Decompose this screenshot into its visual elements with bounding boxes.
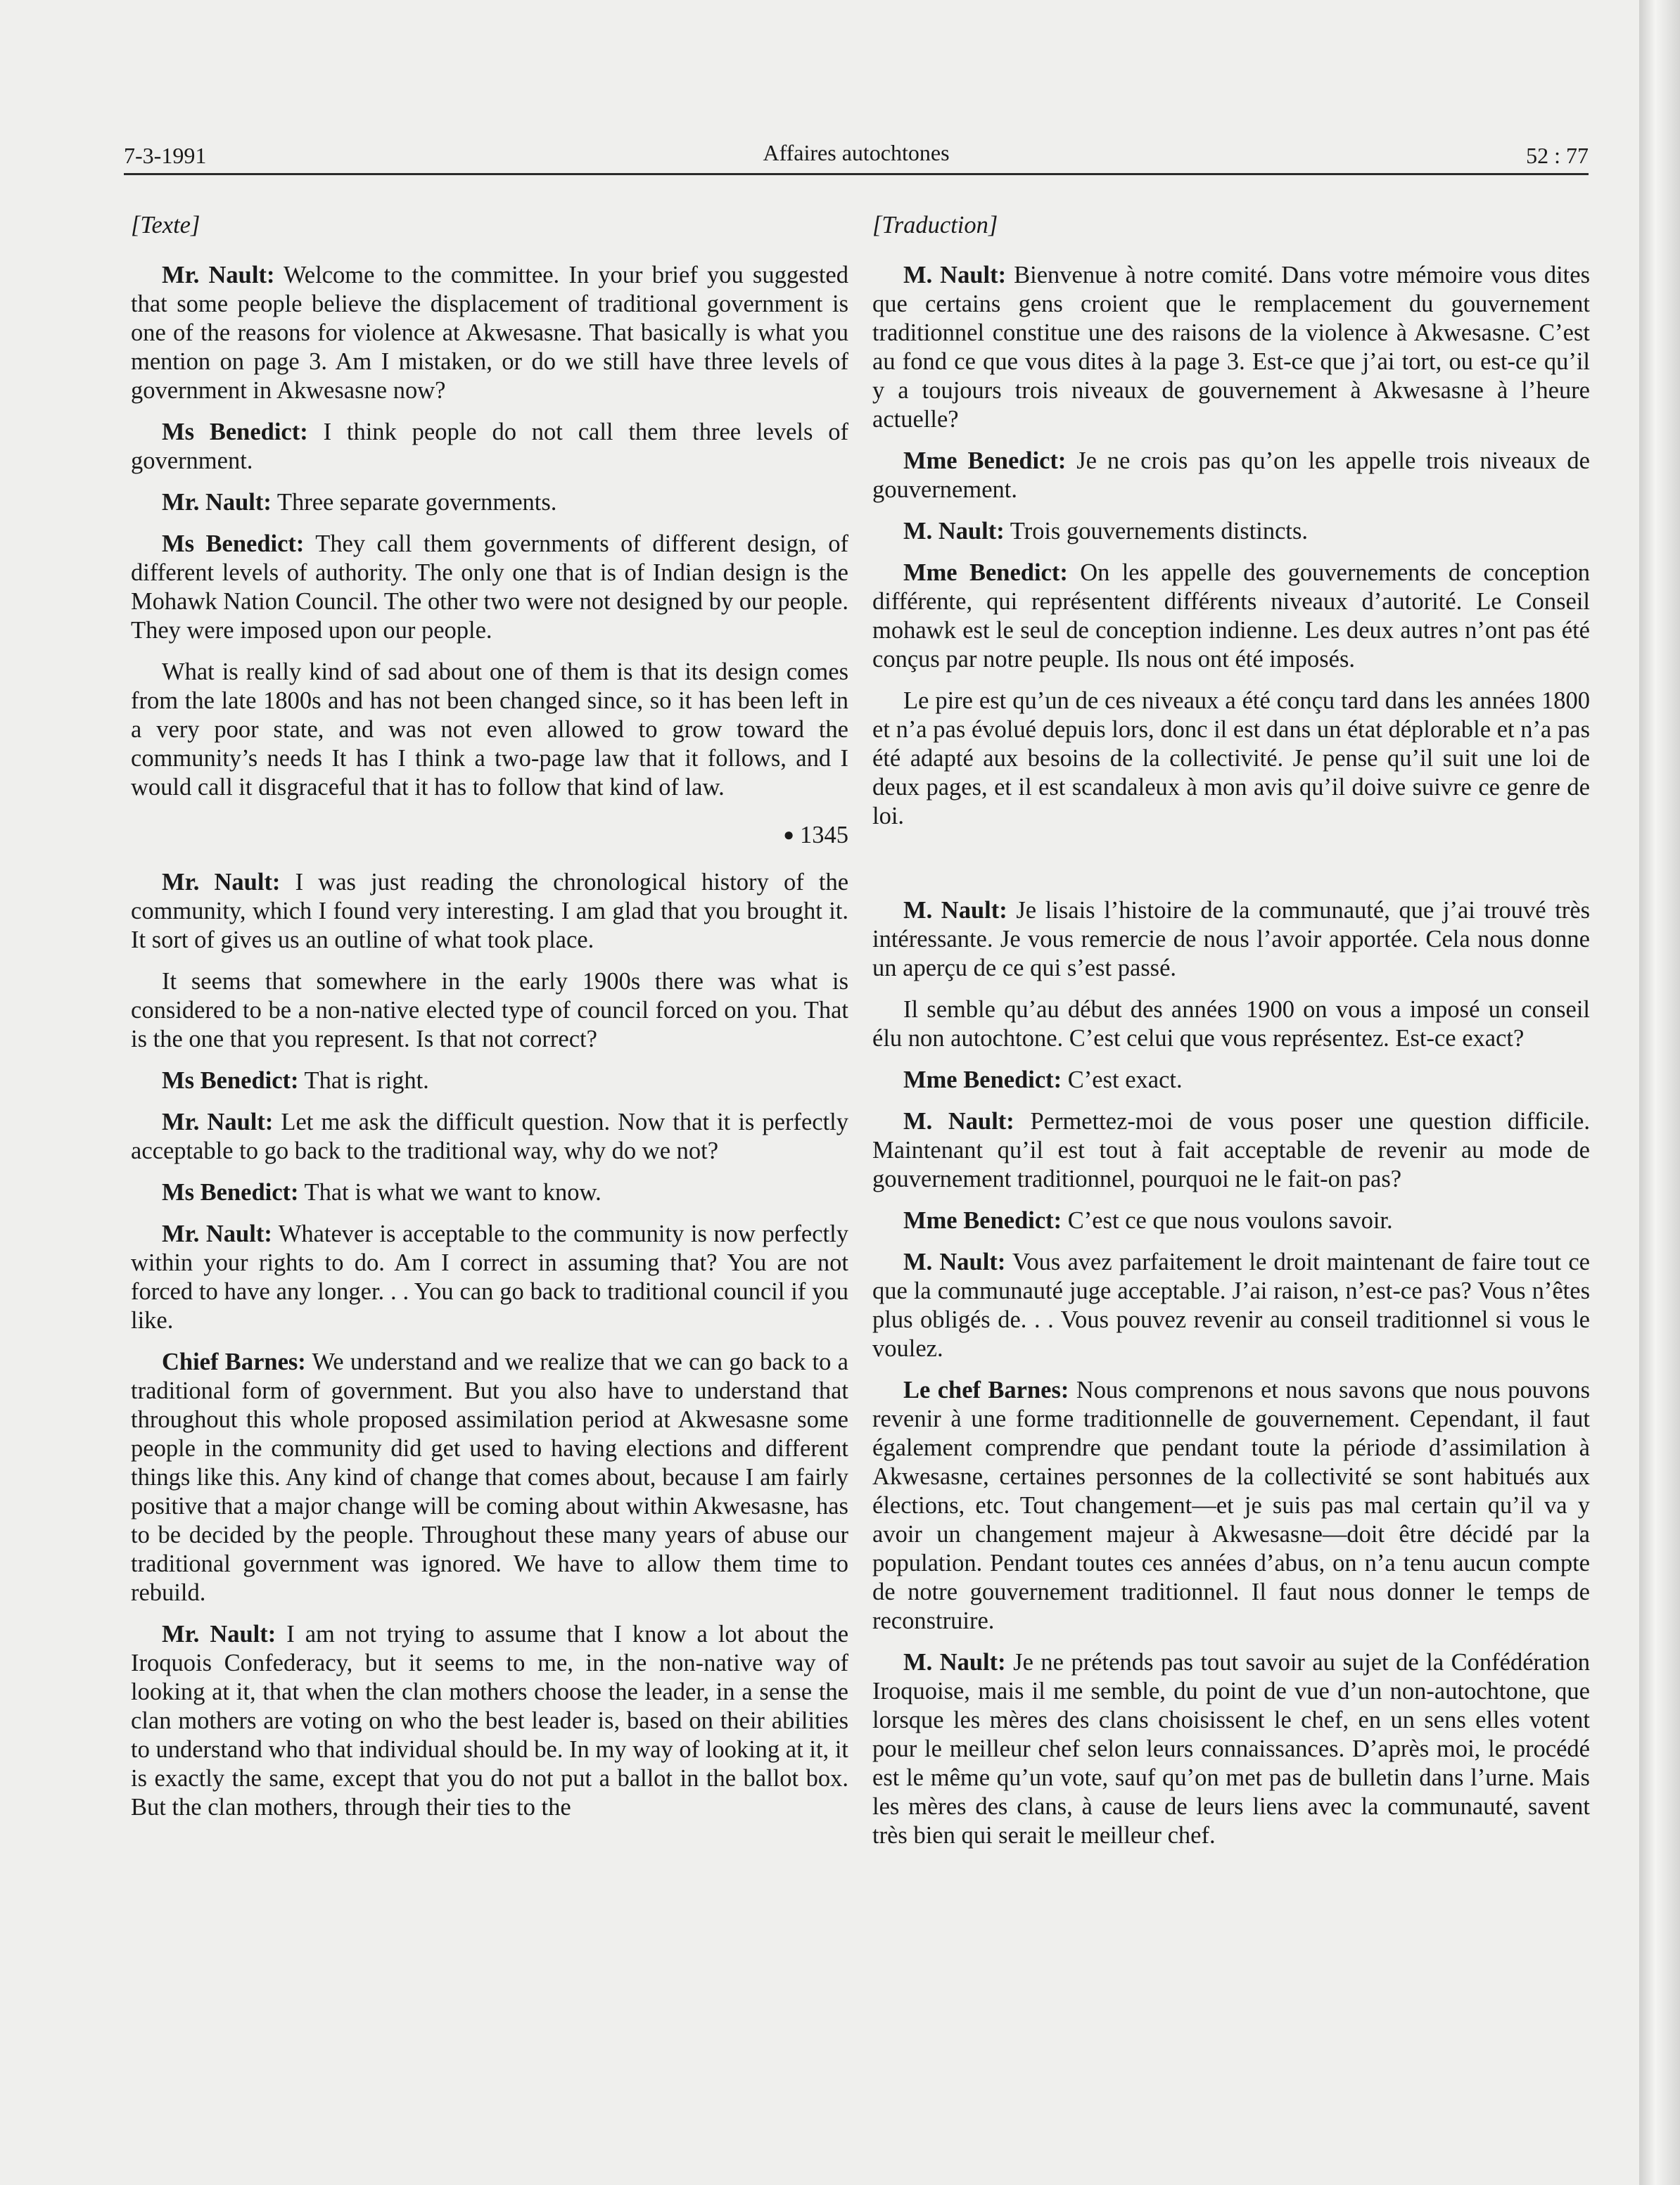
transcript-paragraph: [872, 1248, 1590, 1363]
paragraph-text: Three separate governments.: [276, 489, 557, 516]
paragraph-text: C’est ce que nous voulons savoir.: [1067, 1207, 1393, 1234]
paragraph-text: I think people do not call them three levels of government.: [131, 419, 848, 474]
transcript-paragraph: [131, 530, 848, 645]
speaker-name: Le chef Barnes:: [903, 1377, 1069, 1403]
speaker-name: Mme Benedict:: [903, 559, 1068, 586]
transcript-paragraph: [131, 1348, 848, 1607]
paragraph-text: Je ne crois pas qu’on les appelle trois niveaux de gouvernement.: [872, 447, 1590, 503]
transcript-paragraph: [872, 687, 1590, 831]
paragraph-group: [872, 896, 1590, 1850]
transcript-paragraph: [131, 967, 848, 1054]
paragraph-text: Vous avez parfaitement le droit maintenant de faire tout ce que la communauté juge acceptable. J’ai raison, n’est-ce pas? Vous n’êtes plus obligés de. . . Vous pouvez revenir au conseil traditionnel si vous le voulez.: [872, 1249, 1590, 1362]
speaker-name: Mme Benedict:: [903, 447, 1067, 474]
transcript-paragraph: [872, 1206, 1590, 1235]
paragraph-text: Welcome to the committee. In your brief you suggested that some people believe the displacement of traditional government is one of the reasons for violence at Akwesasne. That basically is what you mention on page 3. Am I mistaken, or do we still have three levels of government in Akwesasne now?: [131, 262, 848, 404]
transcript-paragraph: [872, 559, 1590, 674]
transcript-paragraph: [872, 896, 1590, 983]
transcript-paragraph: [131, 261, 848, 405]
paragraph-text: Bienvenue à notre comité. Dans votre mémoire vous dites que certains gens croient que le remplacement du gouvernement traditionnel constitue une des raisons de la violence à Akwesasne. C’est au fond ce que vous dites à la page 3. Est-ce que j’ai tort, ou est-ce qu’il y a toujours trois niveaux de gouvernement à Akwesasne à l’heure actuelle?: [872, 262, 1590, 433]
transcript-paragraph: [131, 418, 848, 476]
french-column: [872, 211, 1590, 1863]
transcript-paragraph: [131, 1220, 848, 1335]
speaker-name: Mme Benedict:: [903, 1207, 1062, 1234]
transcript-paragraph: [131, 868, 848, 955]
speaker-name: Ms Benedict:: [162, 419, 308, 445]
paragraph-text: I was just reading the chronological history of the community, which I found very interesting. I am glad that you brought it. It sort of gives us an outline of what took place.: [131, 869, 849, 953]
transcript-paragraph: [872, 1107, 1590, 1194]
paragraph-text: Whatever is acceptable to the community is now perfectly within your rights to do. Am I correct in assuming that? You are not forced to have any longer. . . You can go back to traditional council if you like.: [131, 1221, 848, 1334]
speaker-name: M. Nault:: [903, 1108, 1014, 1135]
paragraph-text: Permettez-moi de vous poser une question difficile. Maintenant qu’il est tout à fait acceptable de revenir au mode de gouvernement traditionnel, pourquoi ne le fait-on pas?: [872, 1108, 1590, 1192]
paragraph-text: That is what we want to know.: [304, 1179, 602, 1206]
header-date: 7-3-1991: [124, 143, 207, 168]
speaker-name: Mr. Nault:: [162, 489, 272, 516]
paragraph-text: I am not trying to assume that I know a lot about the Iroquois Confederacy, but it seems to me, in the non-native way of looking at it, that when the clan mothers choose the leader, in a sense the clan mothers are voting on who the best leader is, based on their abilities to understand who that individual should be. In my way of looking at it, it is exactly the same, except that you do not put a ballot in the ballot box. But the clan mothers, through their ties to the: [131, 1621, 849, 1821]
paragraph-text: What is really kind of sad about one of them is that its design comes from the late 1800s and has not been changed since, so it has been left in a very poor state, and was not even allowed to grow toward the community’s needs It has I think a two-page law that it follows, and I would call it disgraceful that it has to follow that kind of law.: [131, 658, 848, 801]
transcript-paragraph: [872, 1648, 1590, 1850]
running-header: [124, 134, 1589, 175]
page-edge: [1639, 0, 1680, 2185]
speaker-name: M. Nault:: [903, 1249, 1006, 1275]
transcript-paragraph: [131, 1620, 848, 1822]
transcript-paragraph: [872, 517, 1590, 546]
paragraph-text: Je lisais l’histoire de la communauté, que j’ai trouvé très intéressante. Je vous remercie de nous l’avoir apportée. Cela nous donne un aperçu de ce qui s’est passé.: [872, 897, 1591, 981]
speaker-name: M. Nault:: [903, 518, 1005, 544]
speaker-name: Mr. Nault:: [162, 1221, 272, 1247]
bullet-icon: ●: [783, 824, 794, 845]
paragraph-text: Trois gouvernements distincts.: [1010, 518, 1309, 544]
speaker-name: Mr. Nault:: [162, 869, 281, 896]
paragraph-group: [872, 261, 1590, 831]
paragraph-text: Il semble qu’au début des années 1900 on vous a imposé un conseil élu non autochtone. C’est celui que vous représentez. Est-ce exact?: [872, 996, 1590, 1052]
speaker-name: Mr. Nault:: [162, 262, 275, 288]
column-label: [Texte]: [131, 212, 201, 238]
transcript-paragraph: [131, 658, 848, 802]
transcript-paragraph: [131, 1066, 848, 1095]
speaker-name: M. Nault:: [903, 1649, 1006, 1676]
speaker-name: Ms Benedict:: [162, 1067, 299, 1094]
paragraph-group: [131, 868, 848, 1822]
transcript-paragraph: [872, 447, 1590, 504]
speaker-name: Mr. Nault:: [162, 1109, 274, 1135]
speaker-name: Mme Benedict:: [903, 1066, 1062, 1093]
paragraph-text: We understand and we realize that we can go back to a traditional form of government. But you also have to understand that throughout this whole proposed assimilation period at Akwesasne some people in the community did get used to having elections and different things like this. Any kind of change that comes about, because I am fairly positive that a major change will be coming about within Akwesasne, has to be decided by the people. Throughout these many years of abuse our traditional government was ignored. We have to allow them time to rebuild.: [131, 1349, 848, 1606]
paragraph-text: Je ne prétends pas tout savoir au sujet de la Confédération Iroquoise, mais il me semble, du point de vue d’un non-autochtone, que lorsque les mères des clans choisissent le chef, en un sens elles votent pour le meilleur chef selon leurs connaissances. D’après moi, le procédé est le même qu’un vote, sauf qu’on met pas de bulletin dans l’urne. Mais les mères des clans, à cause de leurs liens avec la communauté, savent très bien qui serait le meilleur chef.: [872, 1649, 1591, 1849]
paragraph-text: That is right.: [304, 1067, 429, 1094]
header-page-number: 52 : 77: [1526, 143, 1589, 168]
speaker-name: M. Nault:: [903, 897, 1007, 924]
speaker-name: Ms Benedict:: [162, 530, 305, 557]
paragraph-text: Le pire est qu’un de ces niveaux a été conçu tard dans les années 1800 et n’a pas évolué depuis lors, donc il est dans un état déplorable et n’a pas été adapté aux besoins de la collectivité. Je pense qu’il suit une loi de deux pages, et il est scandaleux à mon avis qu’il doive suivre ce genre de loi.: [872, 687, 1590, 829]
paragraph-text: They call them governments of different design, of different levels of authority. The only one that is of Indian design is the Mohawk Nation Council. The other two were not designed by our people. They were imposed upon our people.: [131, 530, 848, 644]
column-label: [Traduction]: [872, 212, 998, 238]
header-title: Affaires autochtones: [763, 140, 950, 165]
speaker-name: Chief Barnes:: [162, 1349, 306, 1375]
transcript-paragraph: [131, 1108, 848, 1166]
transcript-paragraph: [131, 1178, 848, 1207]
paragraph-text: Nous comprenons et nous savons que nous pouvons revenir à une forme traditionnelle de gouvernement. Cependant, il faut également comprendre que pendant toute la période d’assimilation à Akwesasne, certaines personnes de la collectivité se sont habitués aux élections, etc. Tout changement—et je suis pas mal certain qu’il va y avoir un changement majeur à Akwesasne—doit être décidé par la population. Pendant toutes ces années d’abus, on n’a tenu aucun compte de notre gouvernement traditionnel. Il faut nous donner le temps de reconstruire.: [872, 1377, 1590, 1634]
paragraph-text: C’est exact.: [1067, 1066, 1183, 1093]
speaker-name: M. Nault:: [903, 262, 1007, 288]
paragraph-text: On les appelle des gouvernements de conception différente, qui représentent différents niveaux d’autorité. Le Conseil mohawk est le seul de conception indienne. Les deux autres n’ont pas été conçus par notre peuple. Ils nous ont été imposés.: [872, 559, 1590, 673]
speaker-name: Mr. Nault:: [162, 1621, 276, 1648]
transcript-paragraph: [872, 1066, 1590, 1095]
paragraph-text: Let me ask the difficult question. Now that it is perfectly acceptable to go back to the traditional way, why do we not?: [131, 1109, 849, 1164]
paragraph-group: [131, 261, 848, 802]
time-marker-text: 1345: [800, 822, 848, 848]
transcript-paragraph: [872, 261, 1590, 434]
speaker-name: Ms Benedict:: [162, 1179, 299, 1206]
transcript-paragraph: [131, 488, 848, 517]
english-column: [131, 211, 848, 1835]
transcript-paragraph: [872, 1376, 1590, 1636]
time-marker: [131, 820, 848, 850]
paragraph-text: It seems that somewhere in the early 1900s there was what is considered to be a non-native elected type of council forced on you. That is the one that you represent. Is that not correct?: [131, 968, 848, 1052]
transcript-paragraph: [872, 995, 1590, 1053]
